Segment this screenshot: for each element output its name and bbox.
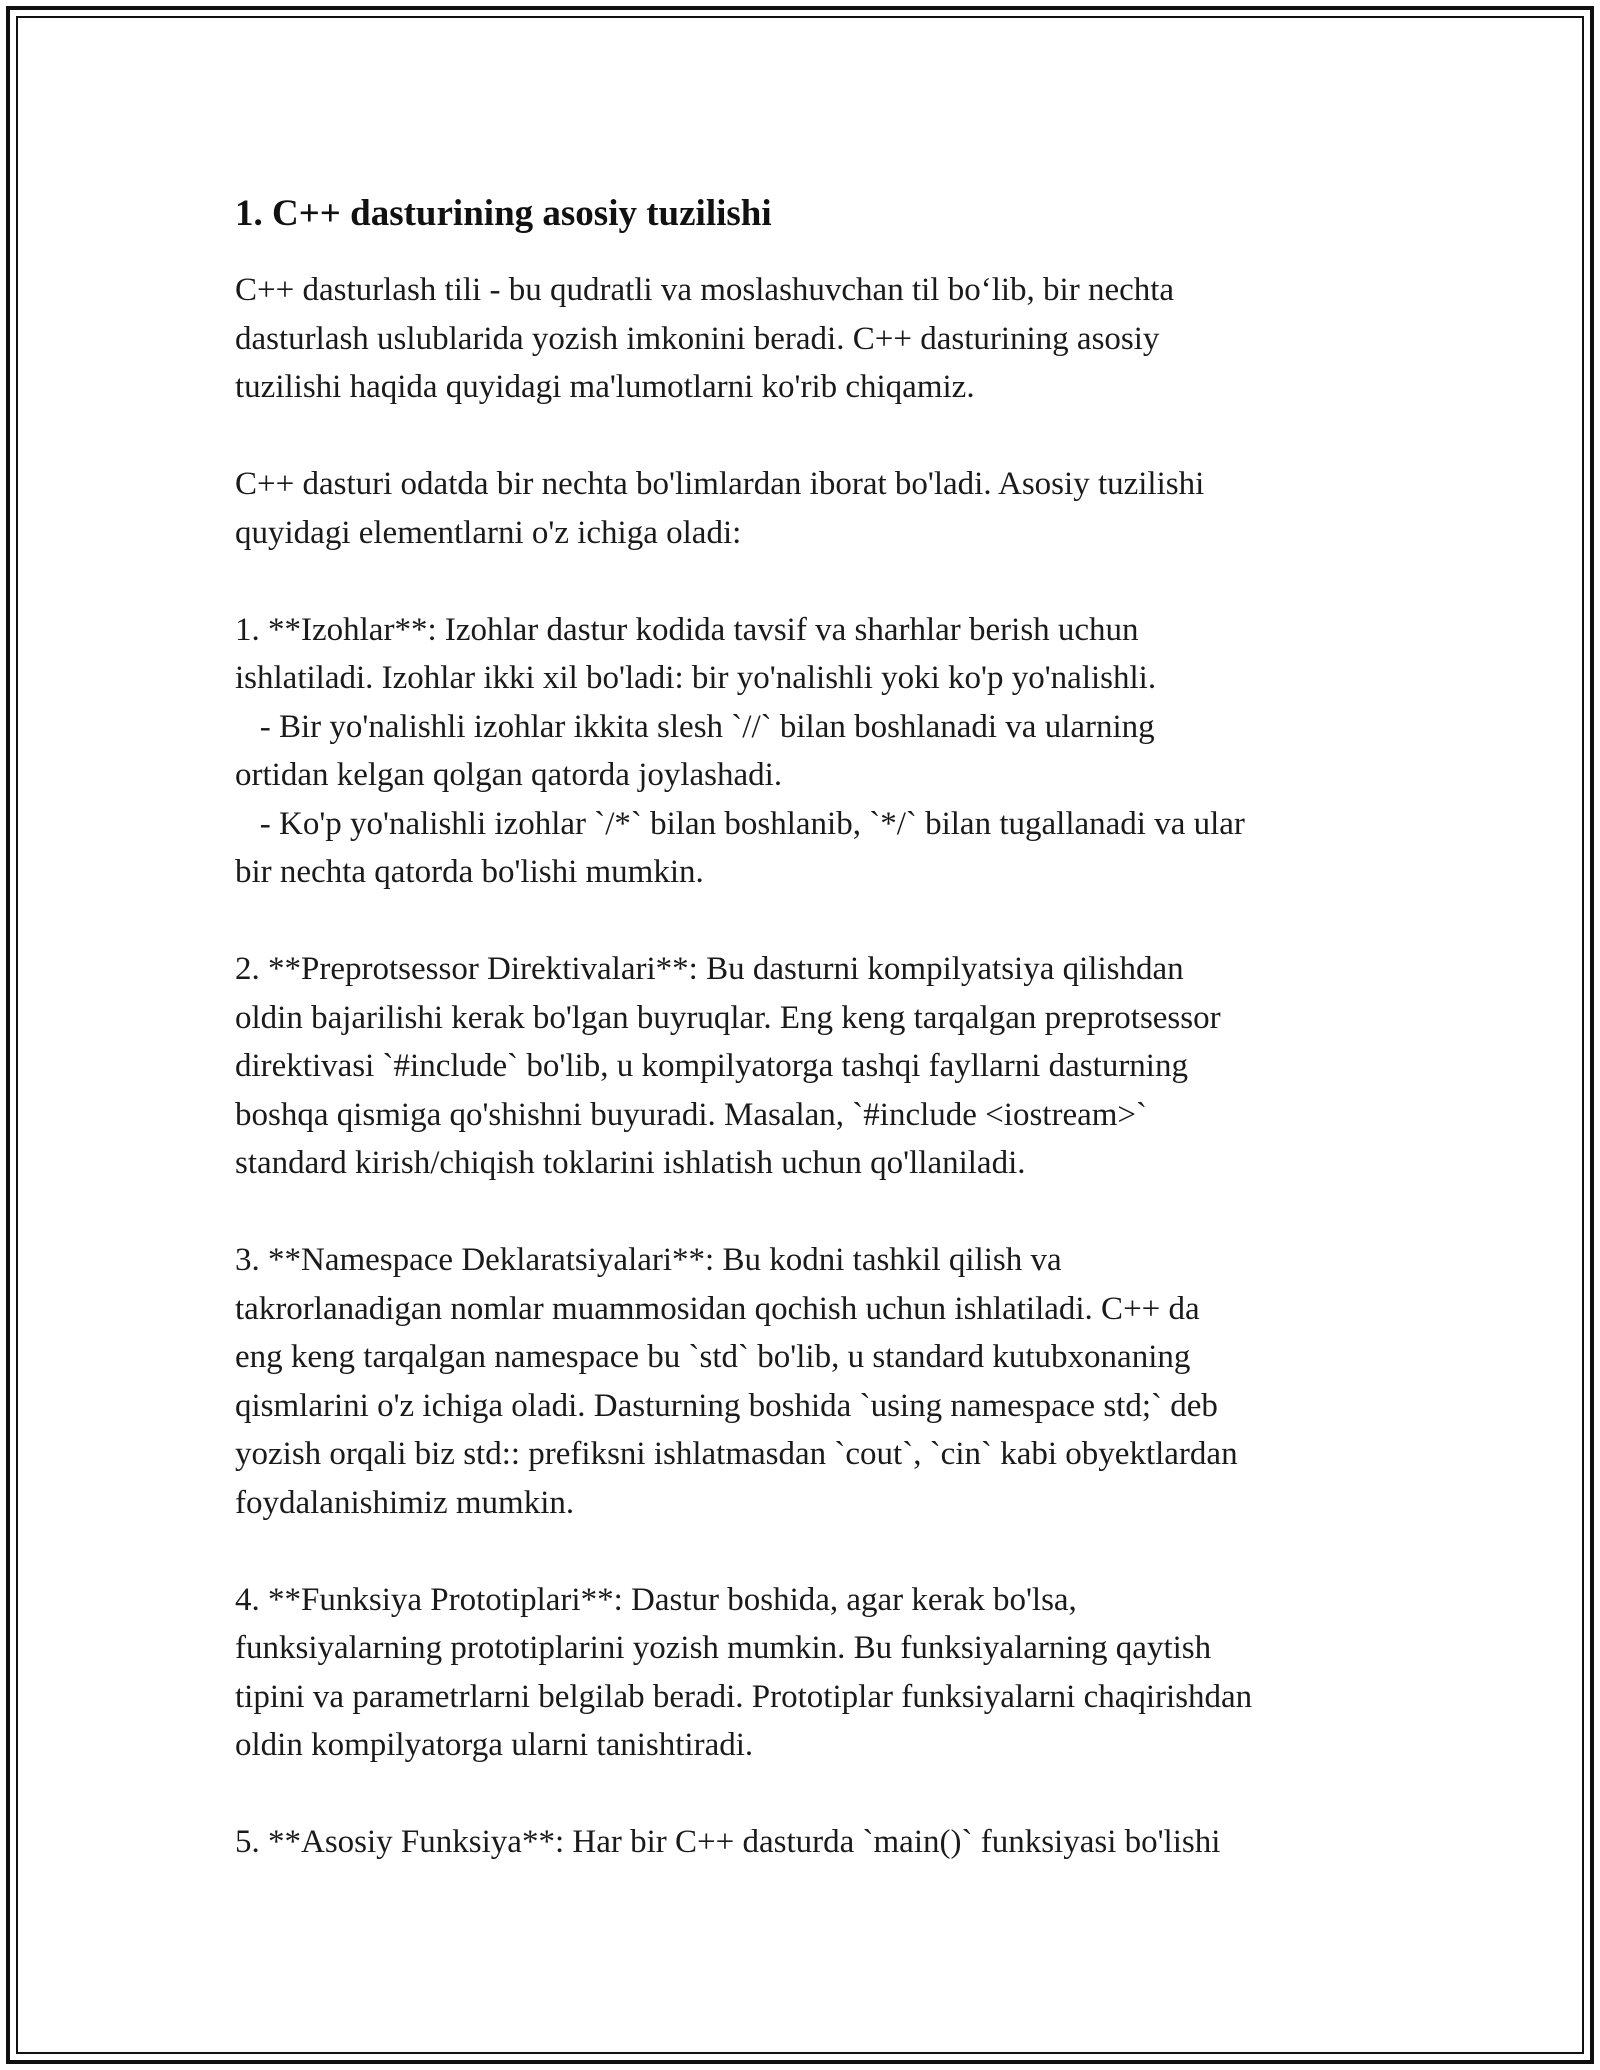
structure-paragraph: C++ dasturi odatda bir nechta bo'limlardan iborat bo'ladi. Asosiy tuzilishi quyidagi elementlarni o'z ichiga oladi: (235, 466, 1205, 551)
item-namespace: 3. **Namespace Deklaratsiyalari**: Bu kodni tashkil qilish va takrorlanadigan nomlar muammosidan qochish uchun ishlatiladi. C++ da eng keng tarqalgan namespace bu `std` bo'lib, u standard kutubxonaning qismlarini o'z ichiga oladi. Dasturning boshida `using namespace std;` deb yozish orqali biz std:: prefiksni ishlatmasdan `cout`, `cin` kabi obyektlardan foydalanishimiz mumkin. (235, 1242, 1238, 1521)
paragraph-gap (235, 412, 1375, 461)
paragraph-gap (235, 1770, 1375, 1819)
document-body (235, 188, 1375, 1867)
item-comments: 1. **Izohlar**: Izohlar dastur kodida tavsif va sharhlar berish uchun ishlatiladi. Izohlar ikki xil bo'ladi: bir yo'nalishli yoki ko'p yo'nalishli. - Bir yo'nalishli izohlar ikkita slesh `//` bilan boshlanadi va ularning ortidan kelgan qolgan qatorda joylashadi. - Ko'p yo'nalishli izohlar `/*` bilan boshlanib, `*/` bilan tugallanadi va ular bir nechta qatorda bo'lishi mumkin. (235, 611, 1245, 890)
item-preprocessor: 2. **Preprotsessor Direktivalari**: Bu dasturni kompilyatsiya qilishdan oldin bajarilishi kerak bo'lgan buyruqlar. Eng keng tarqalgan preprotsessor direktivasi `#include` bo'lib, u kompilyatorga tashqi fayllarni dasturning boshqa qismiga qo'shishni buyuradi. Masalan, `#include <iostream>` standard kirish/chiqish toklarini ishlatish uchun qo'llaniladi. (235, 951, 1221, 1181)
paragraph-gap (235, 1188, 1375, 1237)
paragraph-gap (235, 557, 1375, 606)
paragraph-gap (235, 1527, 1375, 1576)
item-main-function: 5. **Asosiy Funksiya**: Har bir C++ dasturda `main()` funksiyasi bo'lishi (235, 1824, 1221, 1860)
item-prototypes: 4. **Funksiya Prototiplari**: Dastur boshida, agar kerak bo'lsa, funksiyalarning prototiplarini yozish mumkin. Bu funksiyalarning qaytish tipini va parametrlarni belgilab beradi. Prototiplar funksiyalarni chaqirishdan oldin kompilyatorga ularni tanishtiradi. (235, 1581, 1253, 1763)
paragraph-gap (235, 897, 1375, 946)
section-heading: 1. C++ dasturining asosiy tuzilishi (235, 193, 772, 234)
intro-paragraph: C++ dasturlash tili - bu qudratli va moslashuvchan til boʻlib, bir nechta dasturlash uslublarida yozish imkonini beradi. C++ dasturining asosiy tuzilishi haqida quyidagi ma'lumotlarni ko'rib chiqamiz. (235, 272, 1175, 405)
